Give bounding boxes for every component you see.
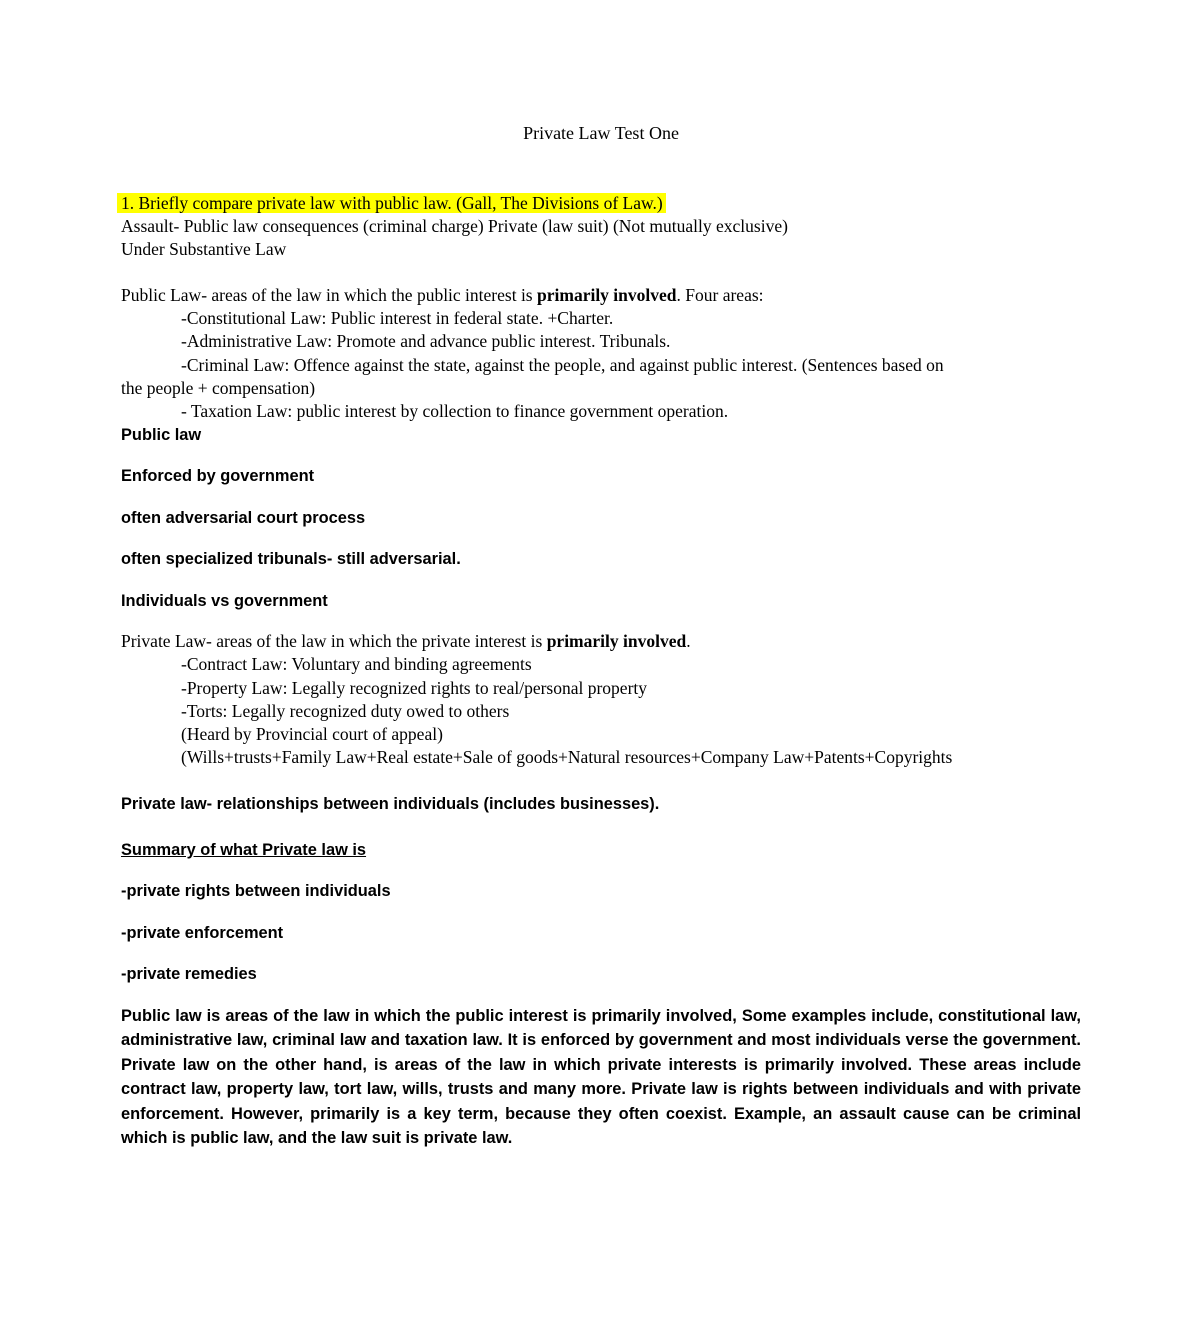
summary-item: -private rights between individuals [121, 882, 391, 900]
public-law-intro [121, 284, 764, 307]
highlighted-question: 1. Briefly compare private law with public law. (Gall, The Divisions of Law.) [117, 193, 666, 213]
public-note: Enforced by government [121, 467, 315, 485]
summary-heading: Summary of what Private law is [121, 841, 367, 859]
public-law-item-continued: the people + compensation) [121, 378, 316, 398]
public-note: often specialized tribunals- still adversarial. [121, 550, 461, 568]
public-law-item: -Criminal Law: Offence against the state, against the people, and against public interest. (Sentences based on [181, 355, 944, 375]
summary-item: -private remedies [121, 965, 257, 983]
public-law-intro-bold: primarily involved [537, 285, 677, 305]
private-law-item: -Property Law: Legally recognized rights to real/personal property [181, 678, 648, 698]
private-law-definition: Private law- relationships between individuals (includes businesses). [121, 795, 660, 813]
public-note: Individuals vs government [121, 592, 328, 610]
under-substantive-line: Under Substantive Law [121, 239, 287, 259]
private-law-intro-text: Private Law- areas of the law in which the private interest is [121, 631, 547, 651]
private-law-intro [121, 630, 691, 653]
public-law-intro-end: . Four areas: [676, 285, 764, 305]
question-line [121, 192, 666, 215]
document-title: Private Law Test One [523, 123, 679, 143]
assault-line: Assault- Public law consequences (criminal charge) Private (law suit) (Not mutually exclusive) [121, 216, 788, 236]
summary-item: -private enforcement [121, 924, 284, 942]
private-law-item: (Heard by Provincial court of appeal) [181, 724, 443, 744]
conclusion-paragraph: Public law is areas of the law in which the public interest is primarily involved, Some examples include, constitutional law, administrative law, criminal law and taxation law. It is enforced by government and most individuals verse the government. Private law on the other hand, is areas of the law in which private interests is primarily involved. These areas include contract law, property law, tort law, wills, trusts and many more. Private law is rights between individuals and with private enforcement. However, primarily is a key term, because they often coexist. Example, an assault cause can be criminal which is public law, and the law suit is private law. [121, 1007, 1081, 1148]
private-law-intro-end: . [686, 631, 691, 651]
private-law-item: -Contract Law: Voluntary and binding agreements [181, 654, 532, 674]
public-law-item: -Constitutional Law: Public interest in federal state. +Charter. [181, 308, 614, 328]
private-law-intro-bold: primarily involved [546, 631, 687, 651]
public-law-heading: Public law [121, 426, 202, 444]
public-law-intro-text: Public Law- areas of the law in which the public interest is [121, 285, 537, 305]
private-law-item: -Torts: Legally recognized duty owed to others [181, 701, 510, 721]
private-law-item: (Wills+trusts+Family Law+Real estate+Sale of goods+Natural resources+Company Law+Patents+Copyrights [181, 747, 953, 767]
public-law-item: -Administrative Law: Promote and advance public interest. Tribunals. [181, 331, 671, 351]
public-law-item: - Taxation Law: public interest by collection to finance government operation. [181, 401, 729, 421]
public-note: often adversarial court process [121, 509, 366, 527]
